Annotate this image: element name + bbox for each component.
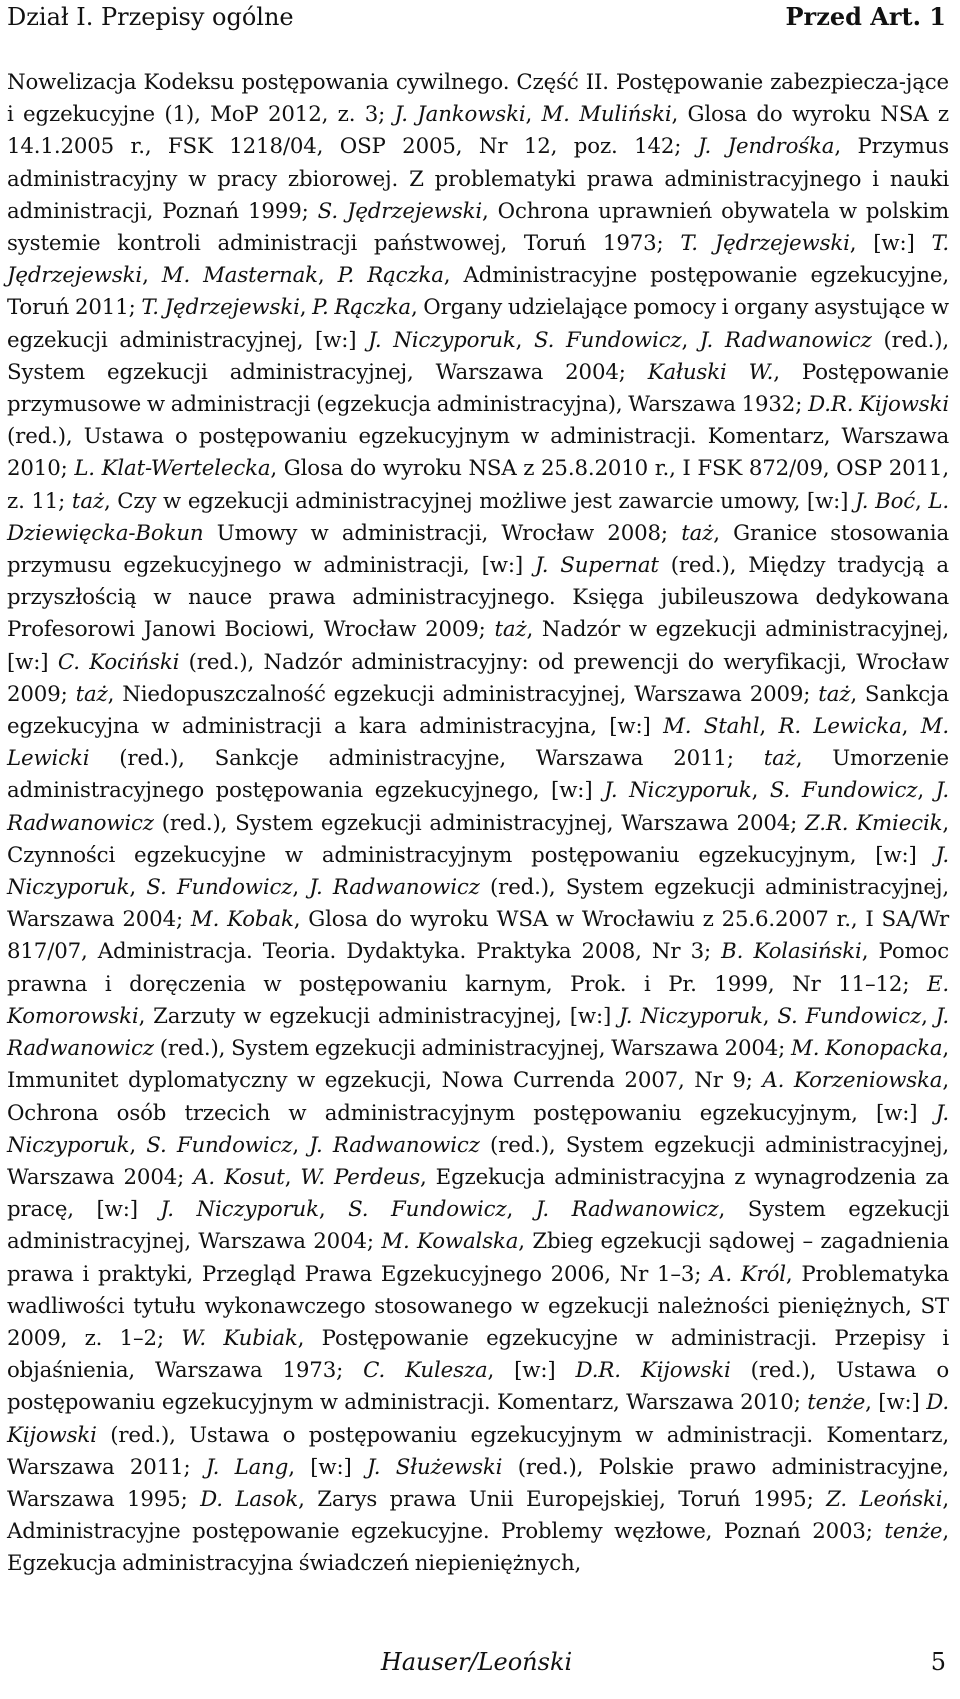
citation-text: ,: [142, 263, 162, 289]
author-name: A. Korzeniowska: [762, 1068, 943, 1094]
author-name: Kałuski W.: [647, 359, 774, 385]
author-name: S. Fundowicz: [769, 778, 918, 804]
citation-text: ,: [901, 714, 921, 740]
citation-text: , Glosa do wyroku NSA z 25.8.2010 r., I FSK 872/09, OSP 2011, z. 11;: [7, 456, 949, 514]
author-name: J. Niczyporuk: [160, 1197, 319, 1223]
citation-text: (red.), Polskie prawo administracyjne, Warszawa 1995;: [7, 1454, 949, 1512]
author-name: J. Radwanowicz: [309, 1132, 480, 1158]
author-name: J. Radwanowicz: [309, 875, 480, 901]
citation-text: Nowelizacja Kodeksu postępowania cywilnego. Część II. Postępowanie zabezpiecza-jące i egzekucyjne (1), MoP 2012, z. 3;: [7, 70, 949, 128]
bibliography-paragraph: [7, 67, 949, 1581]
citation-text: , Ochrona osób trzecich w administracyjnym postępowaniu egzekucyjnym, [w:]: [7, 1068, 949, 1126]
author-name: W. Perdeus: [300, 1164, 421, 1190]
author-name: J. Radwanowicz: [7, 1003, 949, 1062]
author-name: A. Kosut: [193, 1164, 285, 1190]
citation-text: ,: [292, 875, 310, 901]
citation-text: ,: [515, 327, 534, 353]
author-name: D. Kijowski: [7, 1390, 949, 1448]
author-name: J. Niczyporuk: [7, 1100, 949, 1158]
author-name: S. Jędrzejewski: [317, 198, 483, 224]
author-name: L. Klat-Wertelecka: [74, 456, 271, 482]
citation-text: (red.), System egzekucji administracyjnej, Warszawa 2004;: [7, 875, 949, 933]
author-name: J. Jankowski: [394, 102, 526, 128]
author-name: M. Lewicki: [7, 714, 949, 772]
citation-text: ,: [681, 327, 700, 353]
citation-text: Umowy w administracji, Wrocław 2008;: [203, 520, 682, 546]
citation-text: (red.), System egzekucji administracyjnej, Warszawa 2004;: [7, 1132, 949, 1190]
author-name: J. Supernat: [534, 553, 659, 579]
author-name: A. Król: [710, 1261, 786, 1287]
citation-text: ,: [525, 102, 542, 128]
citation-text: ,: [759, 714, 779, 740]
author-name: M. Stahl: [663, 714, 760, 740]
author-name: T. Jędrzejewski: [7, 231, 950, 289]
author-name: J. Lang: [205, 1454, 289, 1480]
author-name: J. Niczyporuk: [619, 1003, 763, 1029]
citation-text: (red.), Sankcje administracyjne, Warszawa 2011;: [89, 746, 764, 772]
author-name: taż: [494, 617, 527, 643]
footer-authors: Hauser/Leoński: [380, 1648, 573, 1676]
author-name: tenże: [807, 1390, 866, 1416]
citation-text: , Umorzenie administracyjnego postępowania egzekucyjnego, [w:]: [7, 746, 949, 804]
author-name: M. Konopacka: [791, 1036, 943, 1062]
citation-text: (red.), System egzekucji administracyjnej, Warszawa 2004;: [153, 1036, 792, 1062]
author-name: J. Radwanowicz: [699, 327, 872, 353]
author-name: D. Lasok: [200, 1486, 299, 1512]
citation-text: ,: [284, 1164, 301, 1190]
citation-text: , Egzekucja administracyjna świadczeń niepieniężnych,: [7, 1519, 949, 1577]
citation-text: , Administracyjne postępowanie egzekucyjne. Problemy węzłowe, Poznań 2003;: [7, 1486, 949, 1545]
citation-text: ,: [292, 1132, 310, 1158]
author-name: R. Lewicka: [778, 714, 902, 740]
citation-text: , Postępowanie przymusowe w administracji (egzekucja administracyjna), Warszawa 1932;: [7, 359, 949, 418]
author-name: P. Rączka: [312, 295, 411, 321]
author-name: J. Boć: [855, 488, 916, 514]
citation-text: , Administracyjne postępowanie egzekucyjne, Toruń 2011;: [7, 263, 950, 321]
author-name: taż: [681, 520, 714, 546]
citation-text: , [w:]: [849, 231, 932, 257]
citation-text: , Zbieg egzekucji sądowej – zagadnienia prawa i praktyki, Przegląd Prawa Egzekucyjnego 2006, Nr 1–3;: [7, 1229, 950, 1287]
citation-text: , Ochrona uprawnień obywatela w polskim systemie kontroli administracji państwowej, Toruń 1973;: [7, 198, 949, 257]
author-name: D.R. Kijowski: [808, 392, 949, 418]
author-name: M. Kobak: [190, 907, 294, 933]
citation-text: ,: [915, 488, 929, 514]
citation-text: ,: [917, 778, 936, 804]
citation-text: ,: [921, 1003, 936, 1029]
citation-text: , [w:]: [865, 1390, 927, 1416]
citation-text: , System egzekucji administracyjnej, Warszawa 2004;: [7, 1197, 949, 1255]
citation-text: , Organy udzielające pomocy i organy asystujące w egzekucji administracyjnej, [w:]: [7, 295, 949, 353]
author-name: J. Niczyporuk: [7, 842, 949, 901]
citation-text: , Glosa do wyroku WSA w Wrocławiu z 25.6.2007 r., I SA/Wr 817/07, Administracja. Teoria. Dydaktyka. Praktyka 2008, Nr 3;: [7, 907, 950, 965]
citation-text: ,: [317, 263, 338, 289]
author-name: L. Dziewięcka-Bokun: [7, 488, 949, 546]
section-title: Dział I. Przepisy ogólne: [7, 3, 294, 31]
citation-text: (red.), Między tradycją a przyszłością w nauce prawa administracyjnego. Księga jubileuszowa dedykowana Profesorowi Janowi Bociowi, Wrocław 2009;: [7, 553, 949, 643]
author-name: J. Radwanowicz: [7, 778, 949, 836]
citation-text: ,: [129, 875, 147, 901]
citation-text: ,: [318, 1197, 349, 1223]
author-name: S. Fundowicz: [777, 1003, 922, 1029]
author-name: J. Służewski: [367, 1454, 503, 1480]
citation-text: , Czy w egzekucji administracyjnej możliwe jest zawarcie umowy, [w:]: [103, 488, 856, 514]
citation-text: , Pomoc prawna i doręczenia w postępowaniu karnym, Prok. i Pr. 1999, Nr 11–12;: [7, 939, 949, 997]
page-number: 5: [930, 1648, 946, 1676]
citation-text: , Sankcja egzekucyjna w administracji a kara administracyjna, [w:]: [7, 681, 950, 740]
author-name: C. Kulesza: [363, 1358, 488, 1384]
author-name: Z.R. Kmiecik: [805, 810, 943, 836]
citation-text: , Niedopuszczalność egzekucji administracyjnej, Warszawa 2009;: [107, 681, 819, 707]
citation-text: , Zarzuty w egzekucji administracyjnej, [w:]: [138, 1003, 620, 1029]
author-name: W. Kubiak: [181, 1325, 298, 1351]
author-name: J. Jendrośka: [697, 134, 835, 160]
citation-text: ,: [506, 1197, 536, 1223]
citation-text: , [w:]: [487, 1358, 576, 1384]
citation-text: ,: [129, 1132, 147, 1158]
author-name: S. Fundowicz: [348, 1197, 507, 1223]
citation-text: , Immunitet dyplomatyczny w egzekucji, Nowa Currenda 2007, Nr 9;: [7, 1036, 950, 1094]
citation-text: ,: [299, 295, 313, 321]
article-marker: Przed Art. 1: [785, 2, 946, 31]
author-name: S. Fundowicz: [146, 1132, 293, 1158]
citation-text: , Czynności egzekucyjne w administracyjnym postępowaniu egzekucyjnym, [w:]: [7, 810, 949, 868]
author-name: M. Masternak: [161, 263, 318, 289]
author-name: T. Jędrzejewski: [680, 231, 850, 257]
author-name: E. Komorowski: [7, 971, 949, 1029]
citation-text: , Postępowanie egzekucyjne w administracji. Przepisy i objaśnienia, Warszawa 1973;: [7, 1325, 949, 1384]
citation-text: ,: [751, 778, 770, 804]
citation-text: (red.), System egzekucji administracyjnej, Warszawa 2004;: [7, 327, 949, 385]
citation-text: , Granice stosowania przymusu egzekucyjnego w administracji, [w:]: [7, 520, 950, 579]
citation-text: (red.), Ustawa o postępowaniu egzekucyjnym w administracji. Komentarz, Warszawa 2010;: [7, 1358, 950, 1416]
author-name: P. Rączka: [337, 263, 444, 289]
author-name: taż: [75, 681, 108, 707]
author-name: J. Niczyporuk: [604, 778, 752, 804]
citation-text: , Przymus administracyjny w pracy zbiorowej. Z problematyki prawa administracyjnego i nauki administracji, Poznań 1999;: [7, 134, 949, 224]
author-name: Z. Leoński: [826, 1486, 943, 1512]
citation-text: , Zarys prawa Unii Europejskiej, Toruń 1995;: [298, 1486, 827, 1512]
citation-text: (red.), Ustawa o postępowaniu egzekucyjnym w administracji. Komentarz, Warszawa 2011;: [7, 1422, 949, 1480]
author-name: taż: [818, 681, 851, 707]
citation-text: , Glosa do wyroku NSA z 14.1.2005 r., FSK 1218/04, OSP 2005, Nr 12, poz. 142;: [7, 102, 949, 160]
author-name: M. Muliński: [541, 102, 672, 128]
author-name: B. Kolasiński: [721, 939, 862, 965]
author-name: S. Fundowicz: [146, 875, 293, 901]
citation-text: (red.), Nadzór administracyjny: od prewencji do weryfikacji, Wrocław 2009;: [7, 649, 949, 707]
citation-text: (red.), System egzekucji administracyjnej, Warszawa 2004;: [153, 810, 806, 836]
citation-text: , [w:]: [288, 1454, 368, 1480]
author-name: taż: [763, 746, 796, 772]
author-name: T. Jędrzejewski: [141, 295, 300, 321]
author-name: M. Kowalska: [381, 1229, 519, 1255]
citation-text: , Egzekucja administracyjna z wynagrodzenia za pracę, [w:]: [7, 1164, 949, 1223]
citation-text: , Problematyka wadliwości tytułu wykonawczego stosowanego w egzekucji należności pieniężnych, ST 2009, z. 1–2;: [7, 1261, 949, 1351]
author-name: C. Kociński: [57, 649, 180, 675]
author-name: S. Fundowicz: [533, 327, 682, 353]
citation-text: ,: [762, 1003, 778, 1029]
running-header: [7, 2, 946, 36]
citation-text: (red.), Ustawa o postępowaniu egzekucyjnym w administracji. Komentarz, Warszawa 2010;: [7, 424, 949, 482]
author-name: D.R. Kijowski: [575, 1358, 731, 1384]
author-name: J. Radwanowicz: [535, 1197, 719, 1223]
running-footer: [7, 1648, 946, 1688]
author-name: taż: [71, 488, 104, 514]
citation-text: , Nadzór w egzekucji administracyjnej, [w:]: [7, 617, 950, 675]
author-name: J. Niczyporuk: [368, 327, 516, 353]
author-name: tenże: [884, 1519, 943, 1545]
